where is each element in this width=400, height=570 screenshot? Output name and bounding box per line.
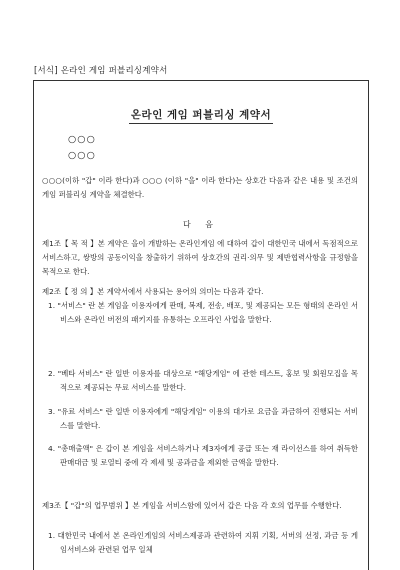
article-2-item-2: 2. "베타 서비스" 란 일반 이용자를 대상으로 "해당게임" 에 관한 테스트, 홍보 및 회원모집을 목적으로 제공되는 무료 서비스를 말한다. bbox=[48, 369, 358, 392]
section-heading: 다 음 bbox=[183, 220, 219, 229]
article-3-item-1: 1. 대한민국 내에서 본 온라인게임의 서비스제공과 관련하여 지휘 기획, 서버의 선정, 과금 등 게임서비스와 관련된 업무 일체 bbox=[48, 531, 358, 554]
article-2: 제2조【 정 의 】본 계약서에서 사용되는 용어의 의미는 다음과 같다. bbox=[42, 287, 264, 296]
article-2-item-3: 3. "유료 서비스" 란 일반 이용자에게 "해당게임" 이용의 대가로 요금을 과금하여 진행되는 서비스를 말한다. bbox=[48, 407, 358, 430]
party-b-name: ○○○ bbox=[68, 150, 96, 161]
intro-paragraph: ○○○(이하 "갑" 이라 한다)과 ○○○ (이하 "을" 이라 한다)는 상호간 다음과 같은 내용 및 조건의 게임 퍼블리싱 계약을 체결한다. bbox=[42, 176, 358, 199]
article-2-item-1: 1. "서비스" 란 본 게임을 이용자에게 판매, 복제, 전송, 배포, 및 제공되는 모든 형태의 온라인 서비스와 온라인 버전의 패키지를 유통하는 오프라인 사업을 말한다. bbox=[48, 301, 358, 324]
party-a-name: ○○○ bbox=[68, 134, 96, 145]
document-title: 온라인 게임 퍼블리싱 계약서 bbox=[129, 107, 273, 124]
contract-document bbox=[33, 80, 369, 570]
form-header-label: [서식] 온라인 게임 퍼블리싱계약서 bbox=[34, 66, 168, 76]
article-2-item-4: 4. "총매출액" 은 갑이 본 게임을 서비스하거나 제3자에게 공급 또는 재 라이선스를 하여 취득한 판매대금 및 로열티 중에 각 제세 및 공과금을 제외한 금액을 말한다. bbox=[48, 444, 358, 467]
title-wrapper bbox=[34, 103, 368, 124]
article-3: 제3조【 "갑"의 업무범위 】본 게임을 서비스함에 있어서 갑은 다음 각 호의 업무를 수행한다. bbox=[42, 501, 342, 510]
article-1: 제1조【 목 적 】본 계약은 을이 개발하는 온라인게임 에 대하여 갑이 대한민국 내에서 독점적으로 서비스하고, 쌍방의 공동이익을 창출하기 위하여 상호간의 권리·의무 및 제반협력사항을 규정함을 목적으로 한다. bbox=[42, 239, 358, 276]
